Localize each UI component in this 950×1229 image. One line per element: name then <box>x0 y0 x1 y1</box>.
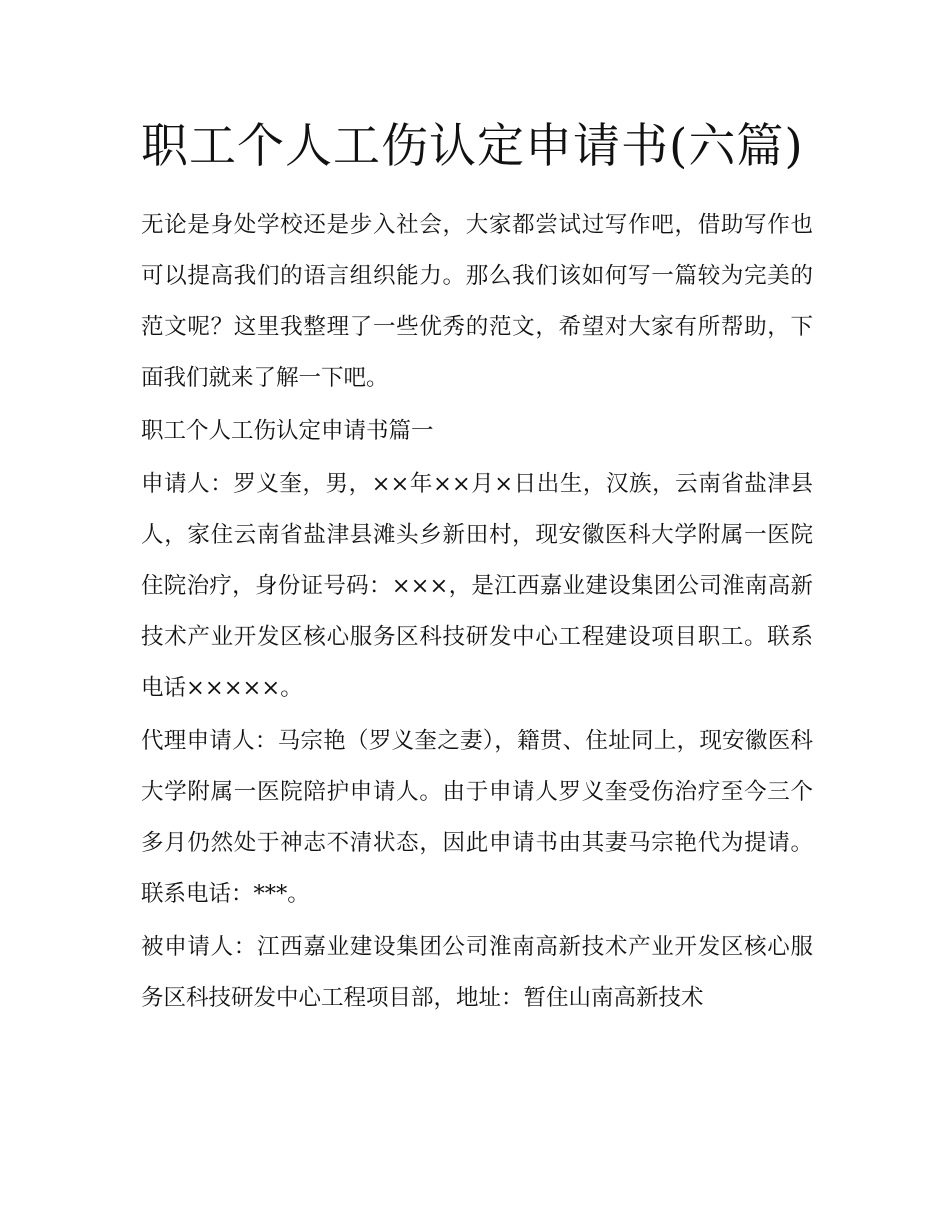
section-heading: 职工个人工伤认定申请书篇一 <box>141 418 434 444</box>
agent-paragraph: 代理申请人：马宗艳（罗义奎之妻），籍贯、住址同上，现安徽医科大学附属一医院陪护申请人。由于申请人罗义奎受伤治疗至今三个多月仍然处于神志不清状态，因此申请书由其妻马宗艳代为提请。联系电话：***。 <box>141 728 813 907</box>
applicant-paragraph: 申请人：罗义奎，男，××年××月×日出生，汉族，云南省盐津县人，家住云南省盐津县滩头乡新田村，现安徽医科大学附属一医院住院治疗，身份证号码：×××，是江西嘉业建设集团公司淮南高新技术产业开发区核心服务区科技研发中心工程建设项目职工。联系电话×××××。 <box>141 471 813 701</box>
intro-paragraph: 无论是身处学校还是步入社会，大家都尝试过写作吧，借助写作也可以提高我们的语言组织能力。那么我们该如何写一篇较为完美的范文呢？这里我整理了一些优秀的范文，希望对大家有所帮助，下面我们就来了解一下吧。 <box>141 212 813 391</box>
document-body <box>141 112 813 1024</box>
document-title: 职工个人工伤认定申请书(六篇) <box>141 119 804 174</box>
respondent-paragraph: 被申请人：江西嘉业建设集团公司淮南高新技术产业开发区核心服务区科技研发中心工程项目部，地址：暂住山南高新技术 <box>141 934 813 1011</box>
